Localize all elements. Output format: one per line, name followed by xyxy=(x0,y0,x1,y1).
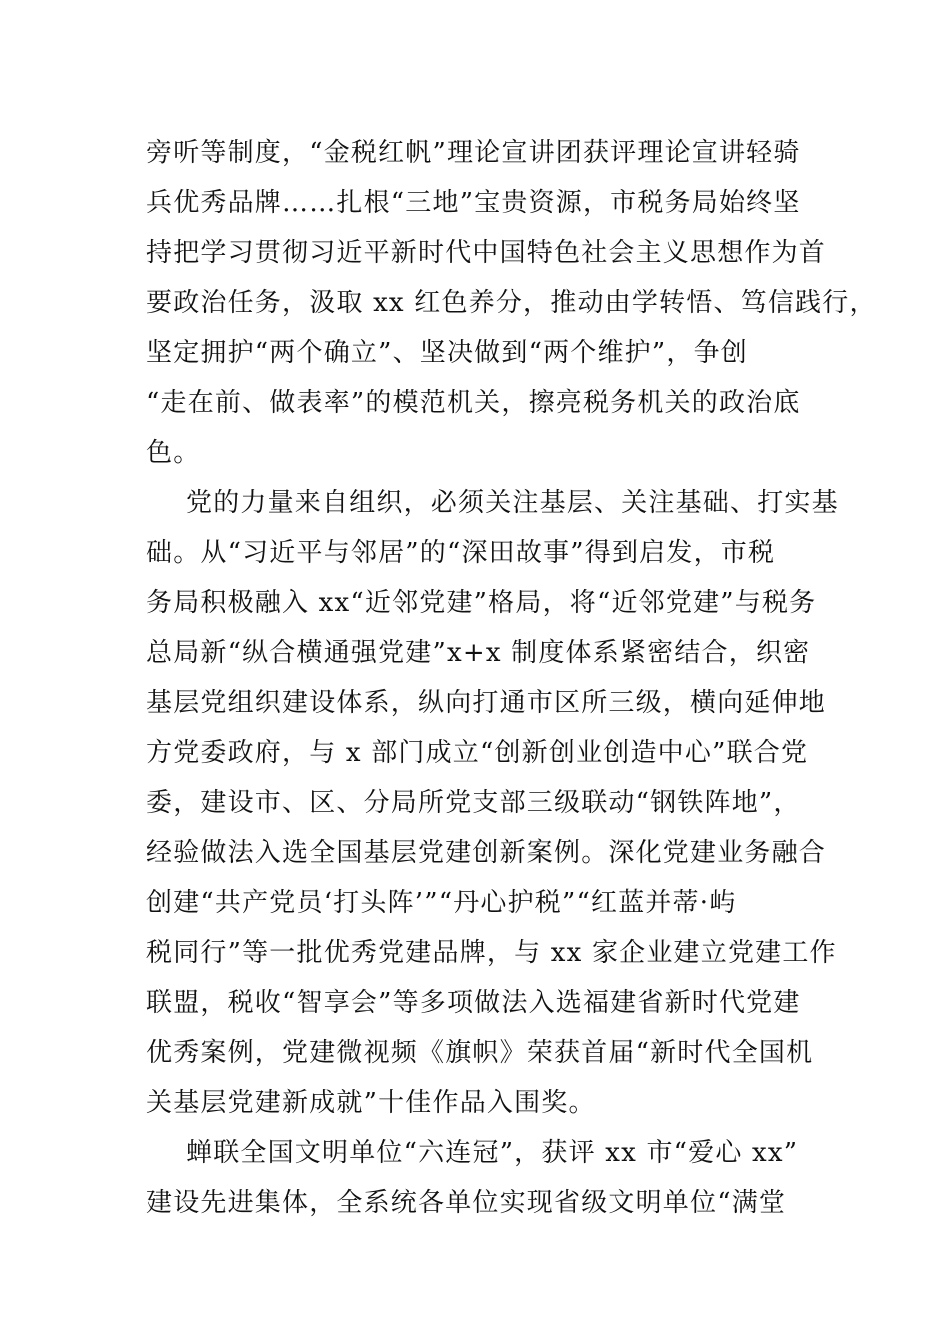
text-line: 务局积极融入 xx“近邻党建”格局，将“近邻党建”与税务 xyxy=(146,588,817,618)
text-line: 色。 xyxy=(146,438,201,468)
text-line: 持把学习贯彻习近平新时代中国特色社会主义思想作为首 xyxy=(146,238,827,268)
text-line: 建设先进集体，全系统各单位实现省级文明单位“满堂 xyxy=(146,1188,787,1218)
text-line: 坚定拥护“两个确立”、坚决做到“两个维护”，争创 xyxy=(146,338,748,368)
text-line: 旁听等制度，“金税红帆”理论宣讲团获评理论宣讲轻骑 xyxy=(146,138,801,168)
text-line: 联盟，税收“智享会”等多项做法入选福建省新时代党建 xyxy=(146,988,801,1018)
text-line: 创建“共产党员‘打头阵’”“丹心护税”“红蓝并蒂·屿 xyxy=(146,888,737,918)
text-line: 委，建设市、区、分局所党支部三级联动“钢铁阵地”， xyxy=(146,788,801,818)
text-line: 关基层党建新成就”十佳作品入围奖。 xyxy=(146,1088,596,1118)
text-line: 总局新“纵合横通强党建”x+x 制度体系紧密结合，织密 xyxy=(146,638,811,668)
text-line: 税同行”等一批优秀党建品牌，与 xx 家企业建立党建工作 xyxy=(146,938,837,968)
text-line: 优秀案例，党建微视频《旗帜》荣获首届“新时代全国机 xyxy=(146,1038,814,1068)
paragraph-first-line: 党的力量来自组织，必须关注基层、关注基础、打实基 xyxy=(186,488,839,518)
text-line: 方党委政府，与 x 部门成立“创新创业创造中心”联合党 xyxy=(146,738,809,768)
text-line: 要政治任务，汲取 xx 红色养分，推动由学转悟、笃信践行， xyxy=(146,288,877,318)
text-line: 兵优秀品牌……扎根“三地”宝贵资源，市税务局始终坚 xyxy=(146,188,801,218)
text-line: “走在前、做表率”的模范机关，擦亮税务机关的政治底 xyxy=(146,388,801,418)
paragraph-first-line: 蝉联全国文明单位“六连冠”，获评 xx 市“爱心 xx” xyxy=(186,1138,799,1168)
text-line: 基层党组织建设体系，纵向打通市区所三级，横向延伸地 xyxy=(146,688,827,718)
text-line: 础。从“习近平与邻居”的“深田故事”得到启发，市税 xyxy=(146,538,776,568)
text-line: 经验做法入选全国基层党建创新案例。深化党建业务融合 xyxy=(146,838,827,868)
